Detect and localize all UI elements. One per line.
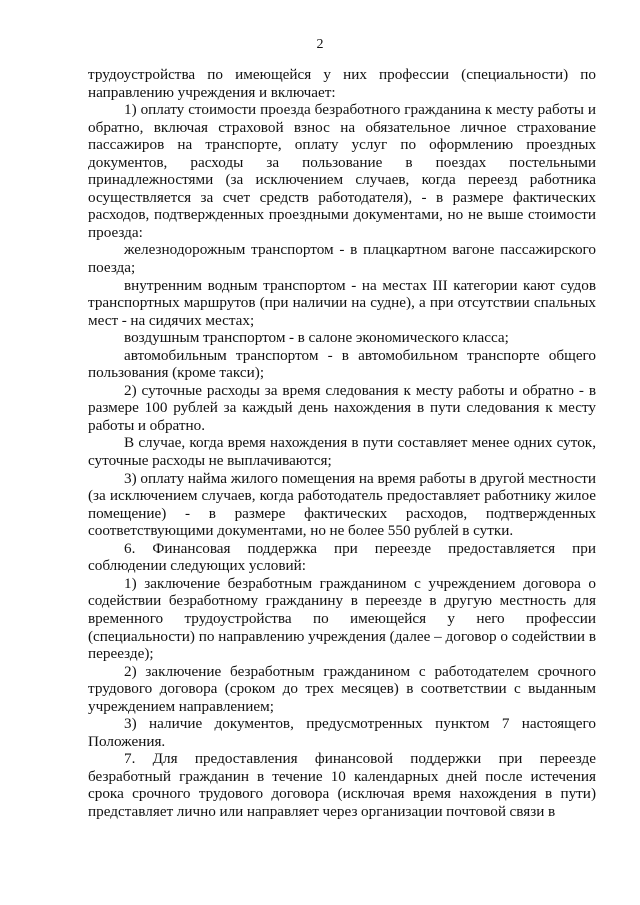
paragraph: внутренним водным транспортом - на местах III категории кают судов транспортных маршрутов (при наличии на судне), а при отсутствии спальных мест - на сидячих местах; — [88, 276, 596, 329]
paragraph: воздушным транспортом - в салоне экономического класса; — [124, 329, 509, 347]
paragraph: 2) заключение безработным гражданином с работодателем срочного трудового договора (сроком до трех месяцев) в соответствии с выданным учреждением направлением; — [88, 662, 596, 715]
paragraph: 7. Для предоставления финансовой поддержки при переезде безработный гражданин в течение 10 календарных дней после истечения срока срочного трудового договора (исключая время нахождения в пути) представляет лично или направляет через организации почтовой связи в — [88, 750, 596, 820]
document-body — [88, 66, 596, 821]
paragraph: 3) наличие документов, предусмотренных пунктом 7 настоящего Положения. — [88, 715, 596, 750]
paragraph: автомобильным транспортом - в автомобильном транспорте общего пользования (кроме такси); — [88, 346, 596, 382]
paragraph: 1) оплату стоимости проезда безработного гражданина к месту работы и обратно, включая страховой взнос на обязательное личное страхование пассажиров на транспорте, оплату услуг по оформлению проездных документов, расходы за пользование в поездах постельными принадлежностями (за исключением случаев, когда переезд работника осуществляется за счет средств работодателя), - в размере фактических расходов, подтвержденных проездными документами, но не выше стоимости проезда: — [88, 101, 596, 241]
page-number: 2 — [316, 37, 324, 52]
paragraph: 2) суточные расходы за время следования к месту работы и обратно - в размере 100 рублей за каждый день нахождения в пути следования к месту работы и обратно. — [88, 381, 596, 434]
paragraph: железнодорожным транспортом - в плацкартном вагоне пассажирского поезда; — [88, 241, 596, 277]
paragraph: В случае, когда время нахождения в пути составляет менее одних суток, суточные расходы не выплачиваются; — [88, 434, 596, 470]
paragraph: 1) заключение безработным гражданином с учреждением договора о содействии безработному гражданину в переезде в другую местность для временного трудоустройства по имеющейся у него профессии (специальности) по направлению учреждения (далее – договор о содействии в переезде); — [88, 574, 596, 663]
paragraph: 6. Финансовая поддержка при переезде предоставляется при соблюдении следующих условий: — [88, 539, 596, 575]
paragraph: трудоустройства по имеющейся у них профессии (специальности) по направлению учреждения и включает: — [88, 66, 596, 101]
paragraph: 3) оплату найма жилого помещения на время работы в другой местности (за исключением случаев, когда работодатель предоставляет работнику жилое помещение) - в размере фактических расходов, подтвержденных соответствующими документами, но не более 550 рублей в сутки. — [88, 469, 596, 540]
